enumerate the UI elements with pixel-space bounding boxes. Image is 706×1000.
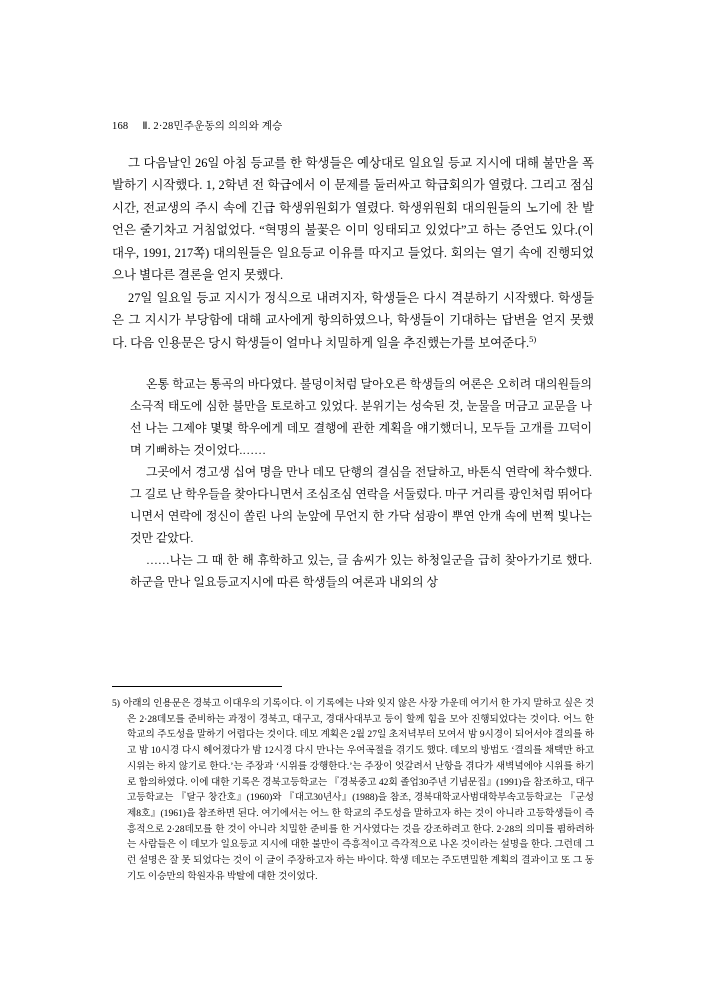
quote-paragraph-3: ……나는 그 때 한 해 휴학하고 있는, 글 솜씨가 있는 하청일군을 급히 찾아가기로 했다. 하군을 만나 일요등교지시에 따른 학생들의 여론과 내외의 상 <box>130 553 592 590</box>
footnote-reference-5[interactable]: 5) <box>529 333 537 344</box>
quote-paragraph-1: 온통 학교는 통곡의 바다였다. 불덩이처럼 달아오른 학생들의 여론은 오히려 대의원들의 소극적 태도에 심한 불만을 토로하고 있었다. 분위기는 성숙된 것, 눈물을 머금고 교문을 나선 나는 그제야 몇몇 학우에게 데모 결행에 관한 계획을 얘기했더니, 모두들 고개를 끄덕이며 기뻐하는 것이었다.…… <box>130 377 592 458</box>
footnote-5 <box>112 696 594 885</box>
quote-paragraph-2: 그곳에서 경고생 십여 명을 만나 데모 단행의 결심을 전달하고, 바톤식 연락에 착수했다. 그 길로 난 학우들을 찾아다니면서 조심조심 연락을 서둘렀다. 마구 거리를 광인처럼 뛰어다니면서 연락에 정신이 쏠린 나의 눈앞에 무언지 한 가닥 섬광이 뿌연 안개 속에 번쩍 빛나는 것만 같았다. <box>130 465 592 546</box>
block-quote <box>112 373 594 593</box>
body-text <box>112 152 594 593</box>
footnote-area <box>112 686 594 885</box>
paragraph-2 <box>112 287 594 354</box>
footnote-5-marker: 5) <box>112 698 120 709</box>
footnote-divider <box>112 686 282 687</box>
chapter-title: Ⅱ. 2·28민주운동의 의의와 계승 <box>142 121 283 132</box>
page-number: 168 <box>112 121 129 132</box>
page-header <box>112 118 283 133</box>
paragraph-1: 그 다음날인 26일 아침 등교를 한 학생들은 예상대로 일요일 등교 지시에 대해 불만을 폭발하기 시작했다. 1, 2학년 전 학급에서 이 문제를 둘러싸고 학급회의가 열렸다. 그리고 점심시간, 전교생의 주시 속에 긴급 학생위원회가 열렸다. 학생위원회 대의원들의 노기에 찬 발언은 줄기차고 거침없었다. “혁명의 불꽃은 이미 잉태되고 있었다”고 하는 증언도 있다.(이대우, 1991, 217쪽) 대의원들은 일요등교 이유를 따지고 들었다. 회의는 열기 속에 진행되었으나 별다른 결론을 얻지 못했다. <box>112 156 594 283</box>
paragraph-2-text: 27일 일요일 등교 지시가 정식으로 내려지자, 학생들은 다시 격분하기 시작했다. 학생들은 그 지시가 부당함에 대해 교사에게 항의하였으나, 학생들이 기대하는 답변을 얻지 못했다. 다음 인용문은 당시 학생들이 얼마나 치밀하게 일을 추진했는가를 보여준다. <box>112 290 594 350</box>
footnote-5-text: 아래의 인용문은 경북고 이대우의 기록이다. 이 기록에는 나와 잊지 않은 사장 가운데 여기서 한 가지 말하고 싶은 것은 2·28데모를 준비하는 과정이 경북고, 대구고, 경대사대부고 등이 할께 힘을 모아 진행되었다는 것이다. 어느 한 학교의 주도성을 말하기 어렵다는 것이다. 데모 계획은 2월 27일 초저녁부터 모여서 밤 9시경이 되어서야 결의를 하고 밤 10시경 다시 헤어졌다가 밤 12시경 다시 만나는 우여곡절을 겪기도 했다. 데모의 방법도 ‘결의를 채택만 하고 시위는 하지 않기로 한다.’는 주장과 ‘시위를 강행한다.’는 주장이 엇갈려서 난항을 겪다가 새벽녘에야 시위를 하기로 합의하였다. 이에 대한 기록은 경북고등학교는 『경북중고 42회 졸업30주년 기념문집』(1991)을 참조하고, 대구고등학교는 『달구 창간호』(1960)와 『대고30년사』(1988)을 참조, 경북대학교사범대학부속고등학교는 『군성 제8호』(1961)을 참조하면 된다. 여기에서는 어느 한 학교의 주도성을 말하고자 하는 것이 아니라 고등학생들이 즉흥적으로 2·28데모를 한 것이 아니라 치밀한 준비를 한 거사였다는 것을 강조하려고 한다. 2·28의 의미를 폄하려하는 사람들은 이 데모가 일요등교 지시에 대한 불만이 즉흥적이고 즉각적으로 나온 것이라는 설명을 한다. 그런데 그런 설명은 잘 못 되었다는 것이 이 글이 주장하고자 하는 바이다. 학생 데모는 주도면밀한 계획의 결과이고 또 그 동기도 이승만의 학원자유 박탈에 대한 것이었다. <box>123 698 594 882</box>
